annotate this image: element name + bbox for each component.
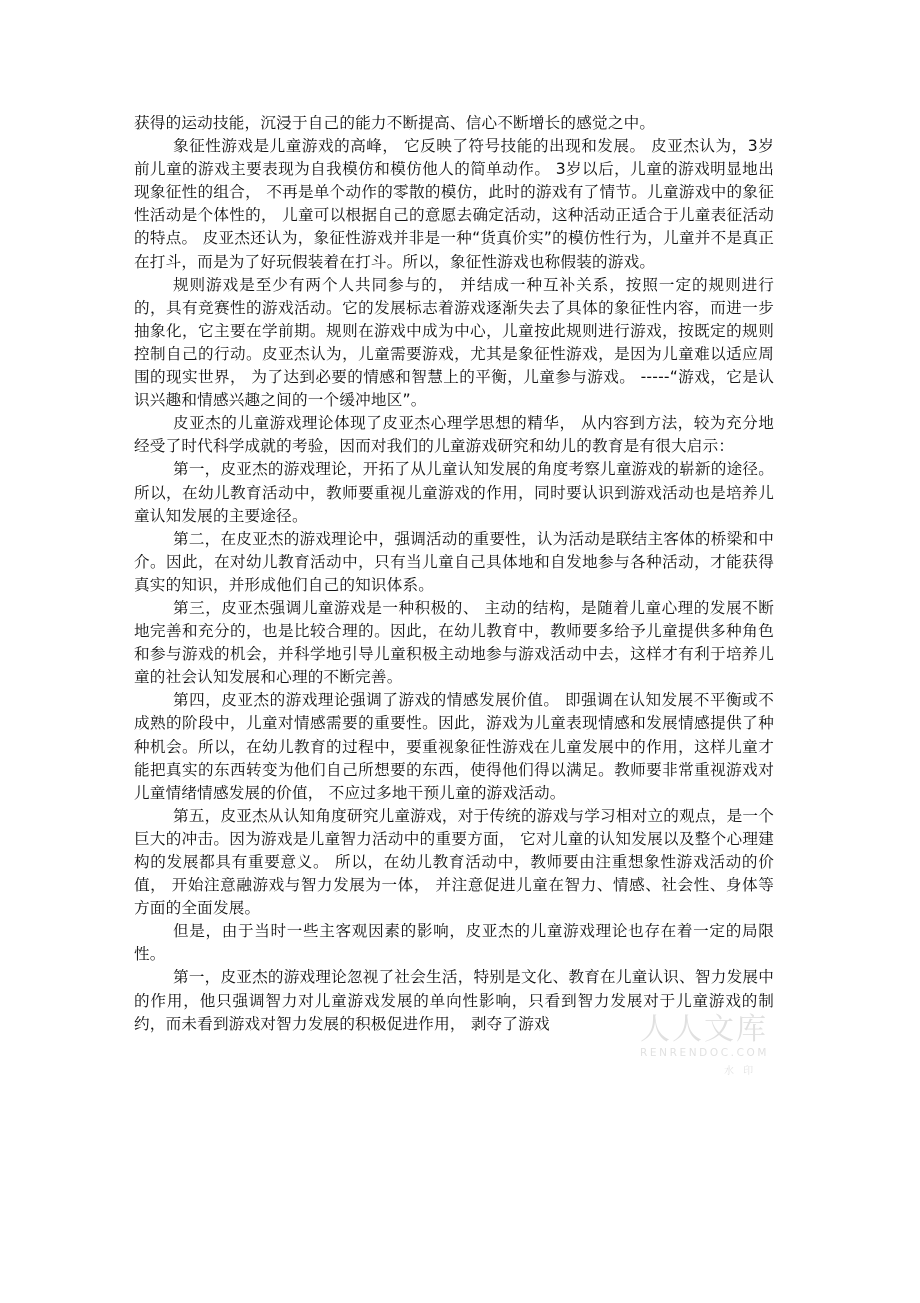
paragraph-8: 第四，皮亚杰的游戏理论强调了游戏的情感发展价值。 即强调在认知发展不平衡或不成熟的阶段中，儿童对情感需要的重要性。因此，游戏为儿童表现情感和发展情感提供了种种机会。所以，在幼儿教育的过程中，要重视象征性游戏在儿童发展中的作用，这样儿童才能把真实的东西转变为他们自己所想要的东西，使得他们得以满足。教师要非常重视游戏对儿童情绪情感发展的价值， 不应过多地干预儿童的游戏活动。 — [134, 691, 774, 802]
watermark-title: 人人文库 — [640, 1012, 768, 1047]
paragraph-11: 第一，皮亚杰的游戏理论忽视了社会生活，特别是文化、教育在儿童认识、智力发展中的作用，他只强调智力对儿童游戏发展的单向性影响，只看到智力发展对于儿童游戏的制约，而未看到游戏对智力发展的积极促进作用， 剥夺了游戏 — [134, 968, 774, 1033]
paragraph-7: 第三，皮亚杰强调儿童游戏是一种积极的、 主动的结构，是随着儿童心理的发展不断地完善和充分的，也是比较合理的。因此，在幼儿教育中，教师要多给予儿童提供多种角色和参与游戏的机会，并科学地引导儿童积极主动地参与游戏活动中去，这样才有利于培养儿童的社会认知发展和心理的不断完善。 — [134, 598, 774, 687]
paragraph-3: 规则游戏是至少有两个人共同参与的， 并结成一种互补关系，按照一定的规则进行的，具有竞赛性的游戏活动。它的发展标志着游戏逐渐失去了具体的象征性内容，而进一步抽象化，它主要在学前期。规则在游戏中成为中心，儿童按此规则进行游戏，按既定的规则控制自己的行动。皮亚杰认为，儿童需要游戏，尤其是象征性游戏，是因为儿童难以适应周围的现实世界， 为了达到必要的情感和智慧上的平衡，儿童参与游戏。 -----“游戏，它是认识兴趣和情感兴趣之间的一个缓冲地区”。 — [134, 275, 774, 410]
watermark-domain: RENRENDOC.COM — [640, 1047, 770, 1059]
document-body — [134, 112, 774, 1036]
paragraph-9: 第五，皮亚杰从认知角度研究儿童游戏，对于传统的游戏与学习相对立的观点，是一个巨大的冲击。因为游戏是儿童智力活动中的重要方面， 它对儿童的认知发展以及整个心理建构的发展都具有重要意义。 所以，在幼儿教育活动中，教师要由注重想象性游戏活动的价值， 开始注意融游戏与智力发展为一体， 并注意促进儿童在智力、情感、社会性、身体等方面的全面发展。 — [134, 806, 774, 918]
watermark-tag: 水 印 — [724, 1066, 757, 1077]
paragraph-6: 第二，在皮亚杰的游戏理论中，强调活动的重要性，认为活动是联结主客体的桥梁和中介。因此，在对幼儿教育活动中，只有当儿童自己具体地和自发地参与各种活动，才能获得真实的知识，并形成他们自己的知识体系。 — [134, 529, 774, 594]
paragraph-1: 获得的运动技能，沉浸于自己的能力不断提高、信心不断增长的感觉之中。 — [134, 114, 656, 132]
paragraph-5: 第一，皮亚杰的游戏理论，开拓了从儿童认知发展的角度考察儿童游戏的崭新的途径。所以，在幼儿教育活动中，教师要重视儿童游戏的作用，同时要认识到游戏活动也是培养儿童认知发展的主要途径。 — [134, 460, 774, 525]
paragraph-10: 但是，由于当时一些主客观因素的影响，皮亚杰的儿童游戏理论也存在着一定的局限性。 — [134, 922, 774, 964]
paragraph-4: 皮亚杰的儿童游戏理论体现了皮亚杰心理学思想的精华， 从内容到方法，较为充分地经受了时代科学成就的考验，因而对我们的儿童游戏研究和幼儿的教育是有很大启示： — [134, 414, 774, 456]
paragraph-2: 象征性游戏是儿童游戏的高峰， 它反映了符号技能的出现和发展。 皮亚杰认为，3岁前儿童的游戏主要表现为自我模仿和模仿他人的简单动作。 3岁以后，儿童的游戏明显地出现象征性的组合， 不再是单个动作的零散的模仿，此时的游戏有了情节。儿童游戏中的象征性活动是个体性的， 儿童可以根据自己的意愿去确定活动，这种活动正适合于儿童表征活动的特点。 皮亚杰还认为，象征性游戏并非是一种“货真价实”的模仿性行为，儿童并不是真正在打斗，而是为了好玩假装着在打斗。所以，象征性游戏也称假装的游戏。 — [134, 137, 774, 271]
